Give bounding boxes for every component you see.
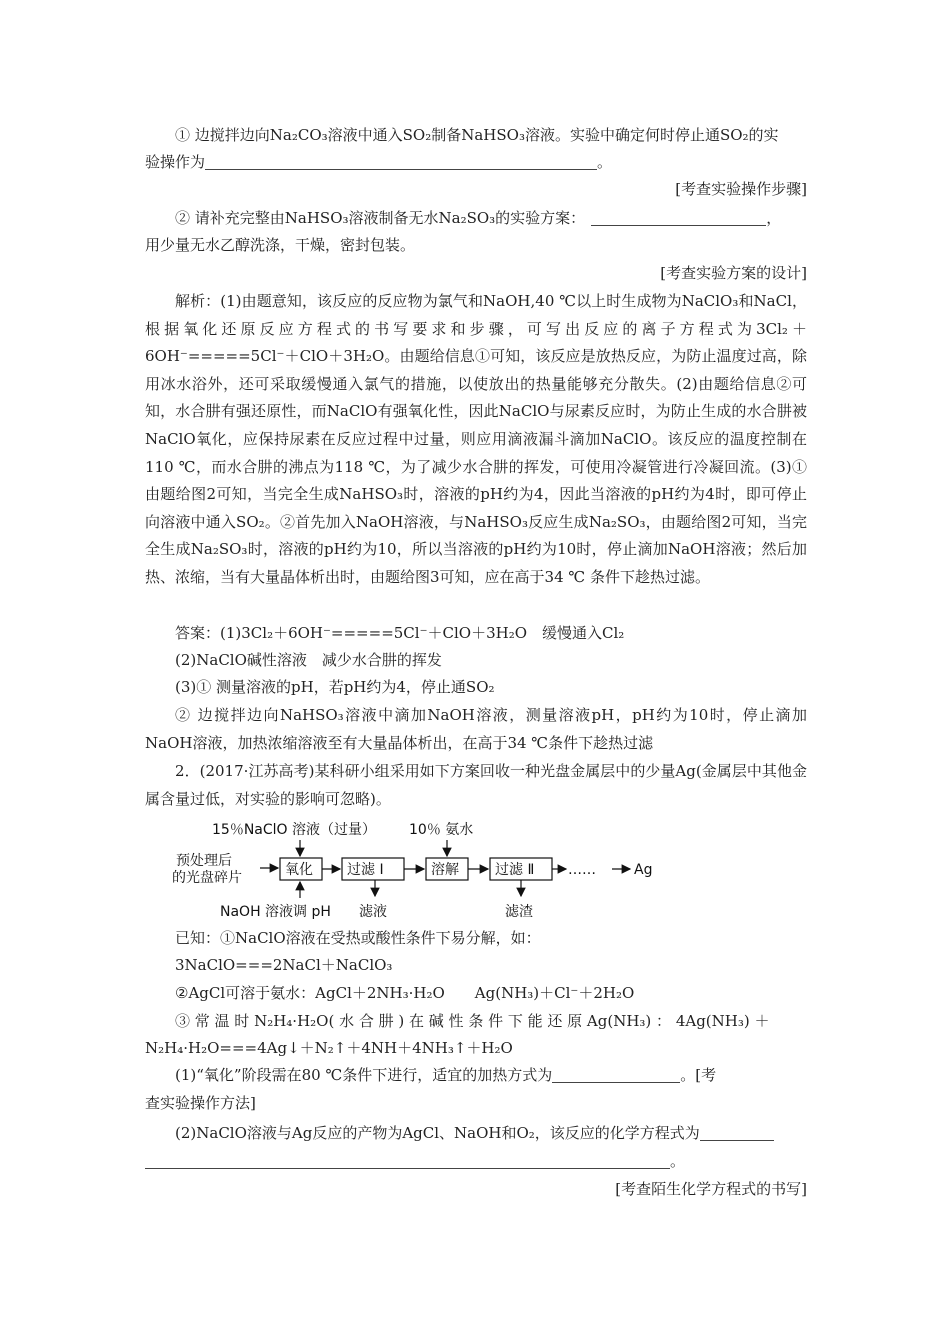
flow-bottom-label-naoh: NaOH 溶液调 pH [220, 904, 331, 920]
q2-sub1-line1 [175, 1062, 716, 1088]
q1-item2-line2: 用少量无水乙醇洗涤，干燥，密封包装。 [145, 236, 416, 254]
q2-intro: 2．(2017·江苏高考)某科研小组采用如下方案回收一种光盘金属层中的少量Ag(金属层中其他金属含量过低，对实验的影响可忽略)。 [145, 762, 807, 808]
known-3-line1: ③ 常 温 时 N₂H₄·H₂O( 水 合 肼 ) 在 碱 性 条 件 下 能 还 原 Ag(NH₃) ： 4Ag(NH₃) ＋ [175, 1012, 770, 1030]
answer-line-1: 答案：(1)3Cl₂＋6OH⁻=====5Cl⁻＋ClO＋3H₂O 缓慢通入Cl₂ [175, 624, 625, 642]
q2-sub1-prefix: (1)“氧化”阶段需在80 ℃条件下进行，适宜的加热方式为 [175, 1066, 553, 1084]
q2-sub2-line1 [175, 1120, 774, 1146]
flow-box-oxidation-label: 氧化 [285, 862, 313, 878]
answer-blank[interactable] [700, 1123, 774, 1141]
q1-item1-line2-prefix: 验操作为 [145, 153, 206, 171]
known-3-line2: N₂H₄·H₂O===4Ag↓＋N₂↑＋4NH＋4NH₃↑＋H₂O [145, 1039, 513, 1057]
flow-box-filter1-label: 过滤 Ⅰ [347, 862, 384, 878]
q1-item2-line1-suffix: ， [766, 209, 782, 227]
q2-sub1-line2: 查实验操作方法] [145, 1094, 256, 1112]
process-flow-diagram [172, 818, 672, 928]
q2-sub2-tag: [考查陌生化学方程式的书写] [615, 1180, 807, 1198]
flow-end-ag: Ag [634, 862, 653, 878]
flow-top-label-ammonia: 10％ 氨水 [409, 822, 474, 838]
q1-item2-tag: [考查实验方案的设计] [660, 264, 807, 282]
q2-sub2-prefix: (2)NaClO溶液与Ag反应的产物为AgCl、NaOH和O₂，该反应的化学方程式为 [175, 1124, 700, 1142]
flow-bottom-label-residue: 滤渣 [505, 904, 533, 920]
answer-blank[interactable] [552, 1065, 680, 1083]
flow-box-dissolve-label: 溶解 [431, 862, 459, 878]
answer-line-2: (2)NaClO碱性溶液 减少水合肼的挥发 [175, 651, 442, 669]
q1-item2-line1-prefix: ② 请补充完整由NaHSO₃溶液制备无水Na₂SO₃的实验方案： [175, 209, 586, 227]
flow-start-line2: 的光盘碎片 [172, 870, 242, 886]
answer-line-4: ② 边搅拌边向NaHSO₃溶液中滴加NaOH溶液，测量溶液pH，pH约为10时，停止滴加NaOH溶液，加热浓缩溶液至有大量晶体析出，在高于34 ℃条件下趁热过滤 [145, 706, 807, 752]
q2-sub2-line2 [145, 1148, 685, 1174]
q2-sub2-line2-suffix: 。 [670, 1152, 686, 1170]
answer-blank[interactable] [145, 1151, 670, 1169]
known-1: 已知：①NaClO溶液在受热或酸性条件下易分解，如： [175, 929, 541, 947]
answer-blank[interactable] [205, 152, 597, 170]
q1-item2-line1 [175, 205, 781, 231]
answer-line-3: (3)① 测量溶液的pH，若pH约为4，停止通SO₂ [175, 678, 495, 696]
analysis-paragraph: 解析：(1)由题意知，该反应的反应物为氯气和NaOH,40 ℃以上时生成物为NaClO₃和NaCl，根据氧化还原反应方程式的书写要求和步骤，可写出反应的离子方程式为3Cl₂＋6OH⁻=====5Cl⁻＋ClO＋3H₂O。由题给信息①可知，该反应是放热反应，为防止温度过高，除用冰水浴外，还可采取缓慢通入氯气的措施，以使放出的热量能够充分散失。(2)由题给信息②可知，水合肼有强还原性，而NaClO有强氧化性，因此NaClO与尿素反应时，为防止生成的水合肼被NaClO氧化，应保持尿素在反应过程中过量，则应用滴液漏斗滴加NaClO。该反应的温度控制在110 ℃，而水合肼的沸点为118 ℃，为了减少水合肼的挥发，可使用冷凝管进行冷凝回流。(3)① 由题给图2可知，当完全生成NaHSO₃时，溶液的pH约为4，因此当溶液的pH约为4时，即可停止向溶液中通入SO₂。②首先加入NaOH溶液，与NaHSO₃反应生成Na₂SO₃，由题给图2可知，当完全生成Na₂SO₃时，溶液的pH约为10，所以当溶液的pH约为10时，停止滴加NaOH溶液；然后加热、浓缩，当有大量晶体析出时，由题给图3可知，应在高于34 ℃ 条件下趁热过滤。 [145, 292, 807, 586]
flow-bottom-label-filtrate: 滤液 [359, 904, 387, 920]
flow-dots: …… [568, 862, 596, 878]
flow-top-label-naclo: 15％NaClO 溶液（过量） [212, 822, 377, 838]
known-1-equation: 3NaClO===2NaCl＋NaClO₃ [175, 956, 393, 974]
q1-item1-line2-suffix: 。 [597, 153, 613, 171]
q1-item1-line1: ① 边搅拌边向Na₂CO₃溶液中通入SO₂制备NaHSO₃溶液。实验中确定何时停止通SO₂的实 [175, 126, 779, 144]
flow-box-filter2-label: 过滤 Ⅱ [495, 862, 535, 878]
flow-start-line1: 预处理后 [176, 853, 232, 869]
q1-item1-line2 [145, 149, 612, 175]
answer-blank[interactable] [591, 208, 766, 226]
q1-item1-tag: [考查实验操作步骤] [675, 180, 807, 198]
known-2: ②AgCl可溶于氨水：AgCl＋2NH₃·H₂O Ag(NH₃)＋Cl⁻＋2H₂O [175, 984, 635, 1002]
q2-sub1-suffix: 。[考 [680, 1066, 717, 1084]
